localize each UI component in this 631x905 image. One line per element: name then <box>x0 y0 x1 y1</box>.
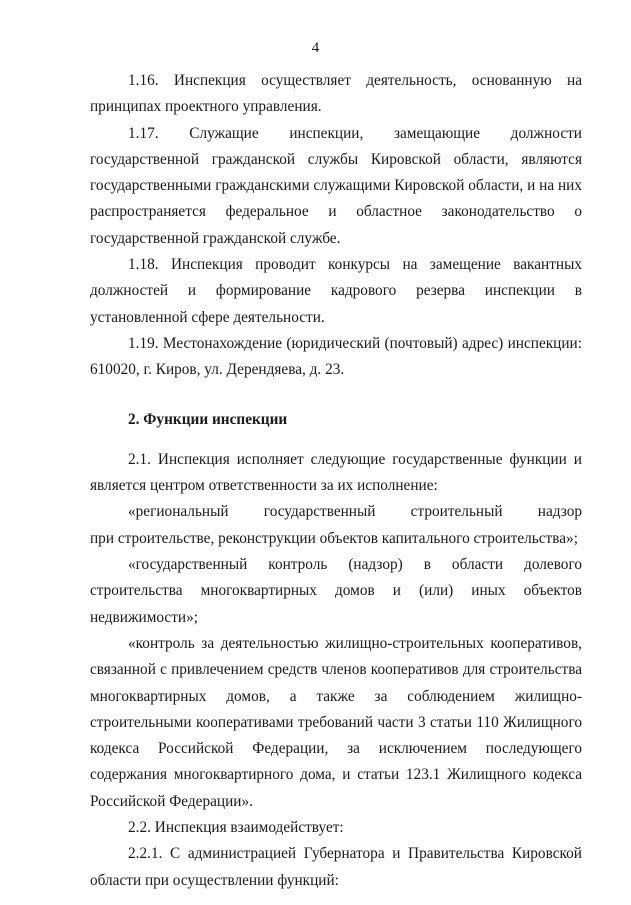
paragraph-1-16: 1.16. Инспекция осуществляет деятельность, основанную на принципах проектного управления. <box>90 72 582 116</box>
function-item-1-line1: «региональный государственный строительный надзор <box>128 503 582 521</box>
paragraph-1-19: 1.19. Местонахождение (юридический (почтовый) адрес) инспекции: 610020, г. Киров, ул. Дерендяева, д. 23. <box>90 334 582 379</box>
document-body <box>90 68 582 894</box>
page-number: 4 <box>311 40 320 56</box>
function-item-3: «контроль за деятельностью жилищно-строительных кооперативов, связанной с привлечением средств членов кооперативов для строительства многоквартирных домов, а также за соблюдением жилищно-строительными кооперативами требований части 3 статьи 110 Жилищного кодекса Российской Федерации, за исключением последующего содержания многоквартирного дома, и статьи 123.1 Жилищного кодекса Российской Федерации». <box>90 634 582 810</box>
paragraph-2-2: 2.2. Инспекция взаимодействует: <box>128 819 344 837</box>
paragraph-2-1: 2.1. Инспекция исполняет следующие государственные функции и является центром ответственности за их исполнение: <box>90 450 582 495</box>
function-item-2: «государственный контроль (надзор) в области долевого строительства многоквартирных домов и (или) иных объектов недвижимости»; <box>90 556 582 626</box>
paragraph-1-18: 1.18. Инспекция проводит конкурсы на замещение вакантных должностей и формирование кадрового резерва инспекции в установленной сфере деятельности. <box>90 256 582 326</box>
paragraph-1-17: 1.17. Служащие инспекции, замещающие должности государственной гражданской службы Кировской области, являются государственными гражданскими служащими Кировской области, и на них распространяется федеральное и областное законодательство о государственной гражданской службе. <box>90 124 582 247</box>
paragraph-2-2-1: 2.2.1. С администрацией Губернатора и Правительства Кировской области при осуществлении функций: <box>90 845 582 889</box>
section-heading-functions: 2. Функции инспекции <box>128 410 288 428</box>
function-item-1-rest: при строительстве, реконструкции объектов капитального строительства»; <box>90 529 578 547</box>
